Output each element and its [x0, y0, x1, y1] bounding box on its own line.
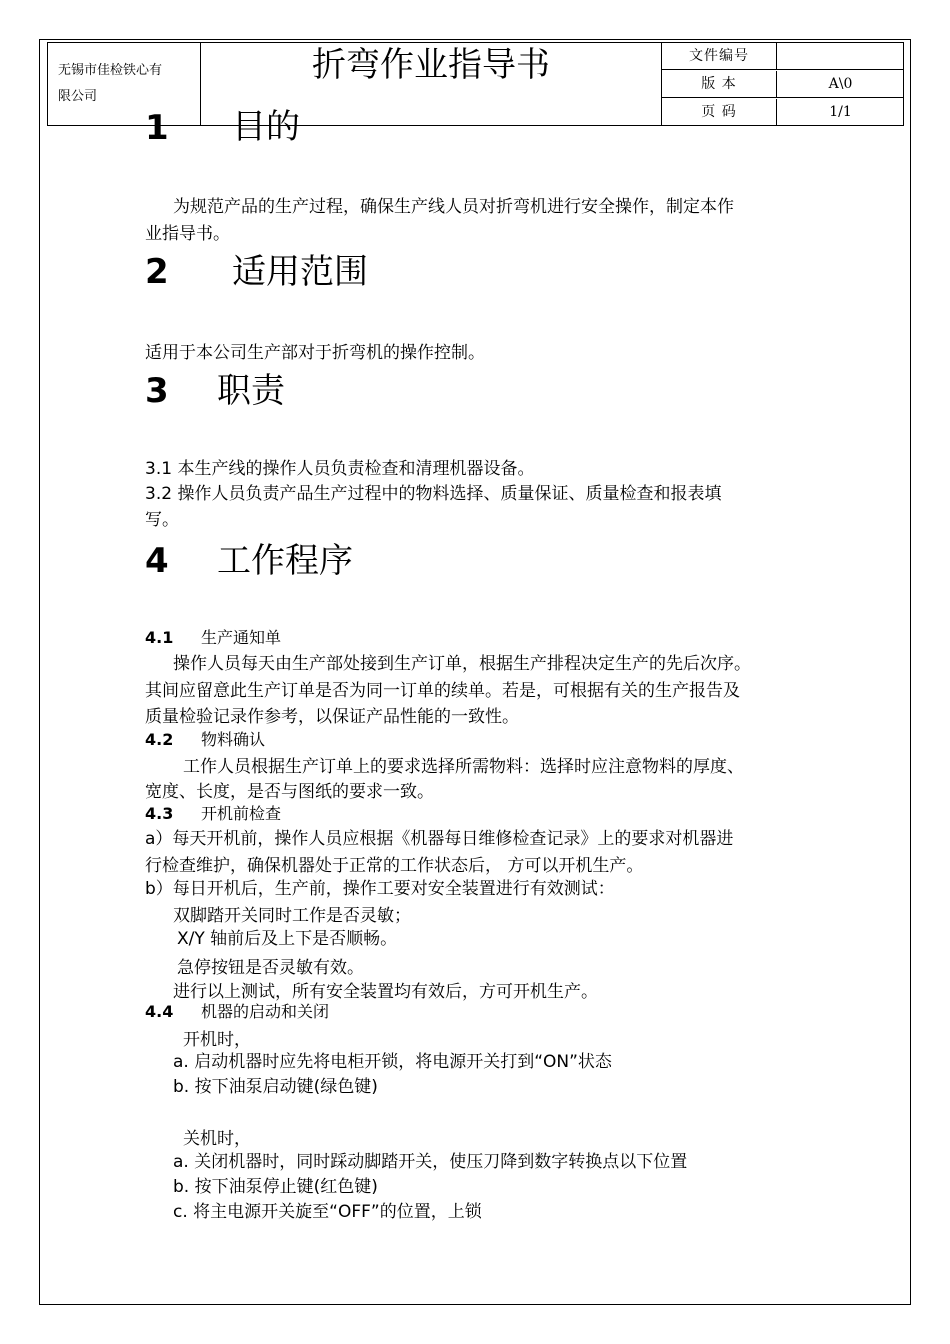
section-2-number: 2: [145, 252, 169, 292]
section-2-text: 适用于本公司生产部对于折弯机的操作控制。: [145, 343, 485, 363]
subsection-4-3-check-3: 急停按钮是否灵敏有效。: [177, 958, 364, 978]
section-1-number: 1: [145, 108, 169, 148]
section-1-text-line2: 业指导书。: [145, 224, 230, 244]
subsection-4-4-shutdown-label: 关机时，: [183, 1129, 251, 1149]
subsection-4-2-line2: 宽度、长度，是否与图纸的要求一致。: [145, 782, 434, 802]
subsection-4-4-startup-label: 开机时，: [183, 1030, 251, 1050]
meta-label-version: 版 本: [662, 71, 777, 98]
subsection-4-3-number: 4.3: [145, 804, 174, 823]
section-3-item-3-2: 3.2 操作人员负责产品生产过程中的物料选择、质量保证、质量检查和报表填: [145, 484, 722, 504]
subsection-4-3-item-b: b）每日开机后，生产前，操作工要对安全装置进行有效测试：: [145, 879, 615, 899]
subsection-4-3-title: 开机前检查: [201, 804, 282, 823]
section-3-item-3-2-cont: 写。: [145, 510, 179, 530]
subsection-4-2-number: 4.2: [145, 730, 174, 749]
document-title: 折弯作业指导书: [312, 45, 550, 85]
subsection-4-4-shutdown-a: a. 关闭机器时，同时踩动脚踏开关，使压刀降到数字转换点以下位置: [173, 1152, 688, 1172]
section-1-text-line1: 为规范产品的生产过程，确保生产线人员对折弯机进行安全操作，制定本作: [173, 197, 734, 217]
meta-label-page: 页 码: [662, 99, 777, 126]
subsection-4-4-shutdown-c: c. 将主电源开关旋至“OFF”的位置，上锁: [173, 1202, 482, 1222]
subsection-4-3-item-a-line2: 行检查维护，确保机器处于正常的工作状态后， 方可以开机生产。: [145, 856, 644, 876]
subsection-4-1-title: 生产通知单: [201, 628, 282, 647]
subsection-4-1-line3: 质量检验记录作参考，以保证产品性能的一致性。: [145, 707, 519, 727]
section-4-title: 工作程序: [217, 541, 353, 581]
subsection-4-2-title: 物料确认: [201, 730, 266, 749]
subsection-4-3-item-a-line1: a）每天开机前，操作人员应根据《机器每日维修检查记录》上的要求对机器进: [145, 829, 734, 849]
document-meta-cells: [661, 43, 903, 125]
meta-value-version: A\0: [828, 76, 853, 92]
meta-row-page: [662, 99, 904, 126]
company-name-line1: 无锡市佳检铁心有: [58, 63, 163, 78]
subsection-4-4-number: 4.4: [145, 1002, 174, 1021]
company-name-line2: 限公司: [58, 89, 98, 104]
section-2-title: 适用范围: [232, 252, 368, 292]
section-4-number: 4: [145, 541, 169, 581]
subsection-4-1-line1: 操作人员每天由生产部处接到生产订单，根据生产排程决定生产的先后次序。: [173, 654, 751, 674]
section-1-title: 目的: [232, 107, 300, 147]
subsection-4-4-startup-a: a. 启动机器时应先将电柜开锁，将电源开关打到“ON”状态: [173, 1052, 612, 1072]
section-3-item-3-1: 3.1 本生产线的操作人员负责检查和清理机器设备。: [145, 459, 535, 479]
subsection-4-4-startup-b: b. 按下油泵启动键(绿色键): [173, 1077, 378, 1097]
company-name-cell: [48, 43, 201, 125]
subsection-4-4-title: 机器的启动和关闭: [201, 1002, 330, 1021]
subsection-4-1-line2: 其间应留意此生产订单是否为同一订单的续单。若是，可根据有关的生产报告及: [145, 681, 740, 701]
meta-label-file-number: 文件编号: [662, 43, 777, 70]
meta-row-file-number: [662, 43, 904, 70]
meta-value-page: 1/1: [829, 104, 852, 120]
subsection-4-3-conclusion: 进行以上测试，所有安全装置均有效后，方可开机生产。: [173, 982, 598, 1002]
meta-value-file-number: [777, 43, 904, 70]
document-header-table: [47, 42, 904, 126]
section-3-number: 3: [145, 371, 169, 411]
subsection-4-1-number: 4.1: [145, 628, 174, 647]
subsection-4-3-check-1: 双脚踏开关同时工作是否灵敏；: [173, 906, 411, 926]
meta-row-version: [662, 71, 904, 98]
subsection-4-4-shutdown-b: b. 按下油泵停止键(红色键): [173, 1177, 378, 1197]
section-3-title: 职责: [217, 371, 285, 411]
subsection-4-3-check-2: X/Y 轴前后及上下是否顺畅。: [177, 929, 398, 949]
subsection-4-2-line1: 工作人员根据生产订单上的要求选择所需物料：选择时应注意物料的厚度、: [183, 757, 744, 777]
